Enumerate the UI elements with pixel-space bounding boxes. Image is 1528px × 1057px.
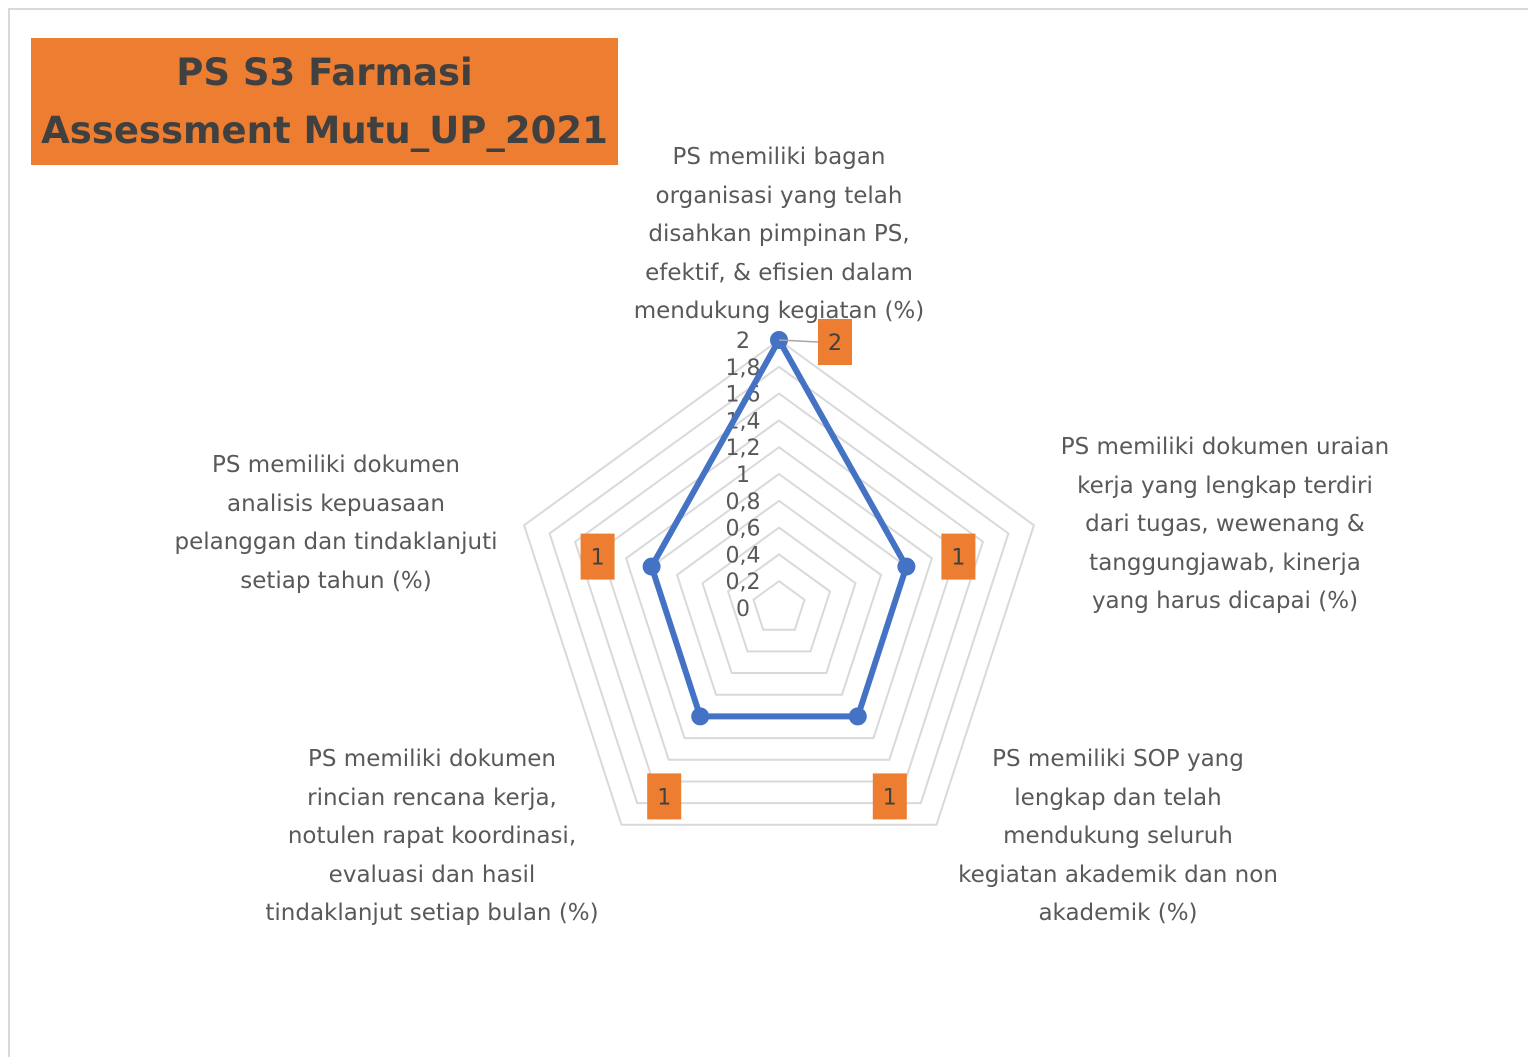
data-point	[897, 558, 915, 576]
radial-tick-labels	[726, 329, 761, 622]
axis-label-line: PS memiliki bagan	[672, 144, 886, 170]
axis-label-line: tanggungjawab, kinerja	[1089, 549, 1361, 576]
radial-tick-label: 0,4	[725, 543, 761, 569]
axis-label-line: efektif, & efisien dalam	[645, 259, 913, 286]
axis-label-line: mendukung seluruh	[1003, 823, 1233, 849]
data-point	[643, 558, 661, 576]
radial-tick-label: 0,6	[725, 516, 761, 542]
radial-tick-label: 2	[736, 329, 750, 354]
axis-label-line: analisis kepuasaan	[227, 490, 445, 517]
axis-label	[265, 740, 598, 933]
axis-label-line: kerja yang lengkap terdiri	[1077, 472, 1373, 499]
axis-label-line: evaluasi dan hasil	[328, 861, 536, 888]
axis-label-line: pelanggan dan tindaklanjuti	[174, 529, 498, 555]
axis-label	[634, 138, 925, 331]
radial-tick-label: 1,8	[725, 355, 761, 381]
axis-label-line: mendukung kegiatan (%)	[633, 298, 925, 324]
grid-ring	[601, 420, 958, 759]
axis-label-line: akademik (%)	[1038, 900, 1198, 926]
axis-label-line: dari tugas, wewenang &	[1085, 511, 1365, 537]
radial-tick-label: 1,4	[725, 409, 761, 435]
radial-tick-label: 1,2	[725, 436, 761, 462]
data-label: 1	[951, 545, 966, 571]
axis-label-line: organisasi yang telah	[655, 182, 903, 209]
radial-tick-label: 0,2	[725, 570, 761, 596]
data-point	[849, 707, 867, 725]
data-label: 1	[590, 545, 605, 571]
axis-label-line: notulen rapat koordinasi,	[287, 823, 577, 849]
axis-label-line: PS memiliki SOP yang	[992, 746, 1244, 772]
data-label: 1	[657, 785, 672, 811]
axis-label	[174, 446, 497, 600]
axis-label-line: disahkan pimpinan PS,	[648, 221, 910, 247]
axis-label	[1061, 428, 1389, 621]
chart-title-line-2: Assessment Mutu_UP_2021	[41, 108, 608, 152]
radial-tick-label: 0,8	[725, 489, 761, 515]
axis-label-line: PS memiliki dokumen uraian	[1060, 434, 1390, 460]
radial-tick-label: 1	[736, 463, 750, 488]
chart-title-line-1: PS S3 Farmasi	[176, 50, 473, 94]
radial-tick-label: 0	[736, 597, 750, 622]
axis-label-line: PS memiliki dokumen	[308, 746, 556, 772]
data-label: 2	[828, 331, 842, 356]
axis-label-line: PS memiliki dokumen	[212, 452, 460, 478]
axis-label-line: yang harus dicapai (%)	[1091, 588, 1359, 614]
axis-label-line: setiap tahun (%)	[240, 567, 432, 594]
grid-ring	[754, 581, 805, 630]
data-label: 1	[882, 785, 897, 811]
radial-tick-label: 1,6	[725, 382, 761, 408]
data-point	[691, 707, 709, 725]
axis-label	[958, 740, 1278, 933]
axis-label-line: kegiatan akademik dan non	[958, 861, 1278, 888]
axis-label-line: tindaklanjut setiap bulan (%)	[265, 900, 599, 926]
axis-label-line: lengkap dan telah	[1014, 784, 1222, 811]
axis-label-line: rincian rencana kerja,	[307, 784, 557, 811]
